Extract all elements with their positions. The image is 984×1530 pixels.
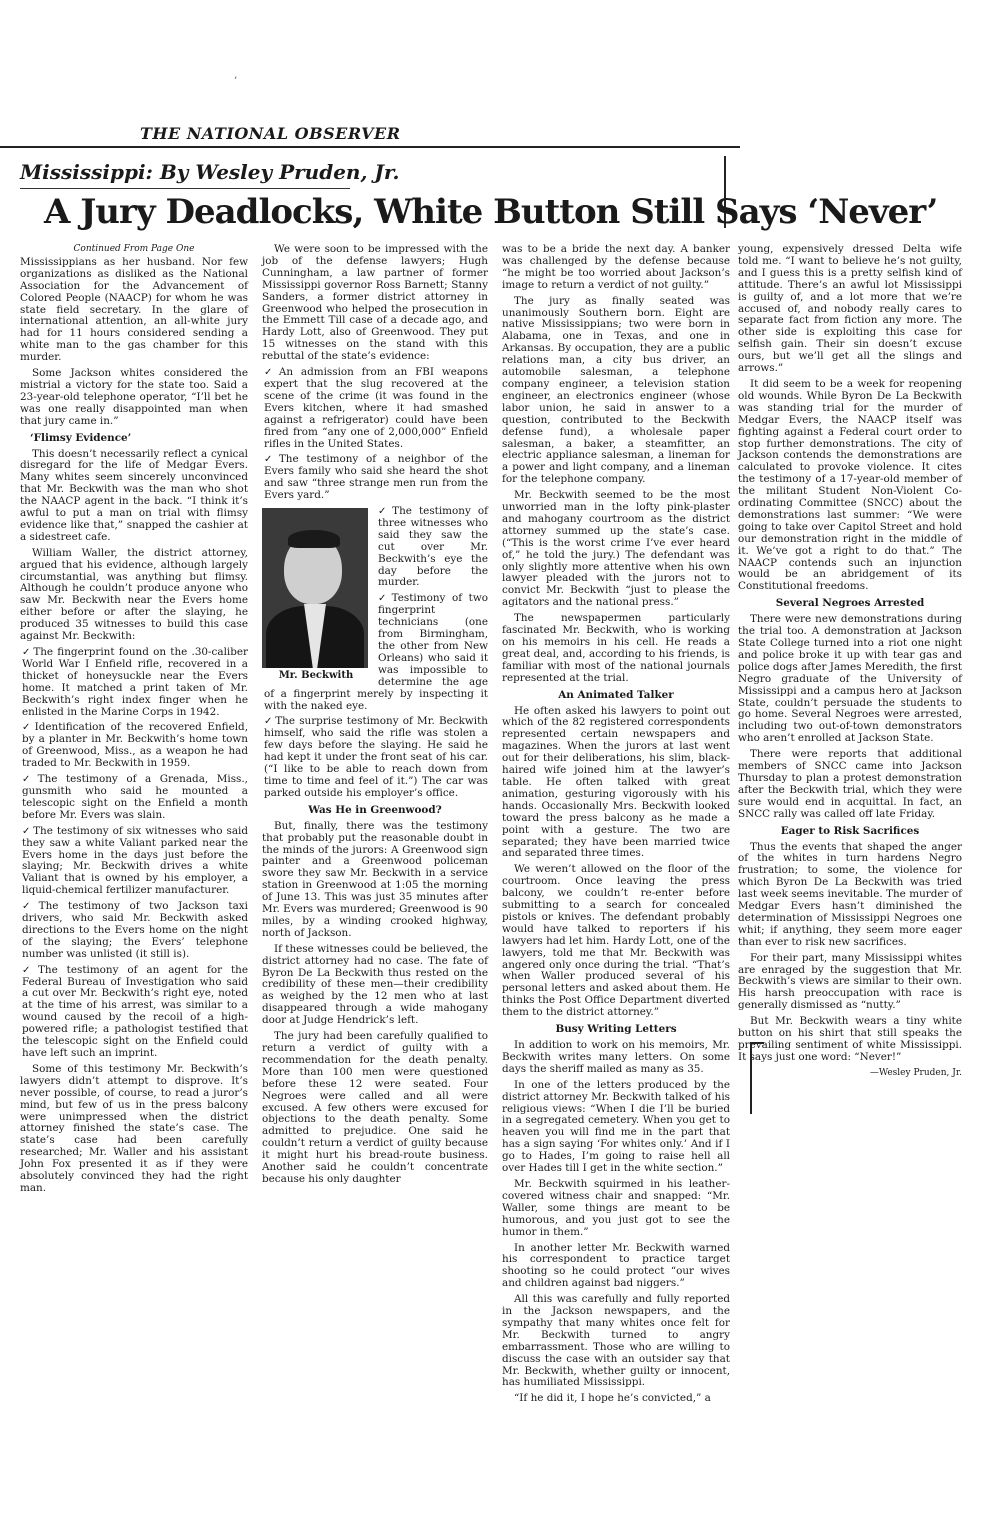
paragraph: All this was carefully and fully reported in the Jackson newspapers, and the sympathy that many whites once felt for Mr. Beckwith turned to angry embarrassment. Those who are willing to discuss the case with an outsider say that Mr. Beckwith, whether guilty or innocent, has humiliated Mississippi. — [502, 1293, 730, 1389]
evidence-text: The testimony of an agent for the Federal Bureau of Investigation who said a cut over Mr. Beckwith’s right eye, noted at the time of his arrest, was similar to a wound caused by the recoil of a high-powered rifle; a pathologist testified that the telescopic sight on the Enfield could have left such an imprint. — [22, 963, 248, 1059]
paragraph: The jury as finally seated was unanimously Southern born. Eight are native Mississippians; two were born in Alabama, one in Texas, and one in Arkansas. By occupation, they are a public relations man, a city bus driver, an automobile salesman, a telephone company engineer, a television station engineer, an electronics engineer (whose labor union, he said in answer to a question, contributed to the Beckwith defense fund), a wholesale paper salesman, a baker, a steamfitter, an electric appliance salesman, a lineman for a power and light company, and a lineman for the telephone company. — [502, 294, 730, 486]
rebuttal-text: An admission from an FBI weapons expert that the slug recovered at the scene of the crime (it was found in the Evers kitchen, where it had smashed against a refrigerator) could have been fired from “any one of 2,000,000” Enfield rifles in the United States. — [264, 366, 488, 450]
subhead: ‘Flimsy Evidence’ — [30, 431, 132, 444]
subhead: An Animated Talker — [558, 688, 674, 701]
paragraph: young, expensively dressed Delta wife told me. “I want to believe he’s not guilty, and I guess this is a pretty selfish kind of attitude. There’s an awful lot Mississippi is guilty of, and a lot more that we’re accused of, and nobody really cares to separate fact from fiction any more. The other side is exploiting this case for selfish gain. Their sin doesn’t excuse ours, but we’ll get all the slings and arrows.” — [738, 243, 962, 375]
paragraph: But, finally, there was the testimony that probably put the reasonable doubt in the minds of the jurors: A Greenwood sign painter and a Greenwood policeman swore they saw Mr. Beckwith in a service station in Greenwood at 1:05 the morning of June 13. This was just 35 minutes after Mr. Evers was murdered; Greenwood is 90 miles, by a winding crooked highway, north of Jackson. — [262, 819, 488, 939]
checkmark-icon: ✓ — [378, 593, 392, 605]
evidence-item — [20, 965, 248, 1060]
rebuttal-text: The testimony of three witnesses who said they saw the cut over Mr. Beckwith’s eye the day before the murder. — [378, 505, 488, 589]
continued-note: Continued From Page One — [73, 244, 195, 254]
paragraph: In addition to work on his memoirs, Mr. Beckwith writes many letters. On some days the sheriff mailed as many as 35. — [502, 1039, 730, 1075]
column-2 — [262, 244, 488, 1190]
stray-mark: ’ — [234, 76, 238, 87]
paragraph: In another letter Mr. Beckwith warned his correspondent to practice target shooting so he could protect “our wives and children against bad niggers.” — [502, 1241, 730, 1290]
paragraph: Thus the events that shaped the anger of the whites in turn hardens Negro frustration; to some, the violence for which Byron De La Beckwith was tried last week seems inevitable. The murder of Medgar Evers hasn’t diminished the determination of Mississippi Negroes one whit; if anything, they seem more eager than ever to risk new sacrifices. — [738, 840, 962, 948]
masthead: THE NATIONAL OBSERVER — [140, 124, 401, 143]
checkmark-icon: ✓ — [264, 454, 279, 466]
checkmark-icon: ✓ — [264, 716, 276, 728]
paragraph: In one of the letters produced by the district attorney Mr. Beckwith talked of his religious views: “When I die I’ll be buried in a segregated cemetery. When you get to heaven you will find me in the part that has a sign saying ‘For whites only.’ And if I go to Hades, I’m going to raise hell all over Hades till I get in the white section.” — [502, 1078, 730, 1175]
rebuttal-text: The testimony of a neighbor of the Evers family who said she heard the shot and saw “three strange men run from the Evers yard.” — [264, 453, 488, 502]
checkmark-icon: ✓ — [264, 367, 279, 379]
evidence-text: The testimony of six witnesses who said they saw a white Valiant parked near the Evers home in the days just before the slaying; Mr. Beckwith drives a white Valiant that is owned by his employer, a liquid-chemical fertilizer manufacturer. — [22, 824, 248, 897]
checkmark-icon: ✓ — [22, 774, 38, 786]
evidence-text: The testimony of a Grenada, Miss., gunsmith who said he mounted a telescopic sight on the Enfield a month before Mr. Evers was slain. — [22, 773, 248, 821]
column-1 — [20, 244, 248, 1199]
paragraph: This doesn’t necessarily reflect a cynical disregard for the life of Medgar Evers. Many whites seem sincerely unconvinced that Mr. Beckwith was the man who shot the NAACP agent in the back. “I think it’s awful to put a man on trial with flimsy evidence like that,” snapped the cashier at a sidestreet cafe. — [20, 447, 248, 543]
evidence-item — [20, 647, 248, 718]
paragraph: He often asked his lawyers to point out which of the 82 registered correspondents represented certain newspapers and magazines. When the jurors at last went out for their deliberations, his slim, black-haired wife joined him at the lawyer’s table. He often talked with great animation, gesturing vigorously with his hands. Occasionally Mrs. Beckwith looked toward the press balcony as he made a point with a gesture. The two are separated; they have been married twice and separated three times. — [502, 704, 730, 860]
signature: —Wesley Pruden, Jr. — [869, 1067, 962, 1078]
paragraph: “If he did it, I hope he’s convicted,” a — [514, 1392, 711, 1405]
paragraph: Mr. Beckwith seemed to be the most unworried man in the lofty pink-plaster and mahogany courtroom as the district attorney summed up the state’s case. (“This is the worst crime I’ve ever heard of,” he told the jury.) The defendant was only slightly more attentive when his own lawyer pleaded with the jurors not to convict Mr. Beckwith “just to please the agitators and the national press.” — [502, 489, 730, 609]
paragraph: Some of this testimony Mr. Beckwith’s lawyers didn’t attempt to disprove. It’s never possible, of course, to read a juror’s mind, but few of us in the press balcony were unimpressed when the district attorney finished the state’s case. The state’s case had been carefully researched; Mr. Waller and his assistant John Fox presented it as if they were absolutely convinced they had the right man. — [20, 1062, 248, 1194]
paragraph: The newspapermen particularly fascinated Mr. Beckwith, who is working on his memoirs in his cell. He reads a great deal, and, according to his friends, is familiar with most of the national journals represented at the trial. — [502, 612, 730, 684]
evidence-item — [20, 774, 248, 822]
evidence-text: The fingerprint found on the .30-caliber World War I Enfield rifle, recovered in a thicket of honeysuckle near the Evers home. It matched a print taken of Mr. Beckwith’s right index finger when he enlisted in the Marine Corps in 1942. — [22, 646, 248, 718]
subhead: Eager to Risk Sacrifices — [780, 824, 920, 837]
paragraph: There were new demonstrations during the trial too. A demonstration at Jackson State College turned into a riot one night and police broke it up with tear gas and police dogs after James Meredith, the first Negro graduate of the University of Mississippi and a campus hero at Jackson State, couldn’t persuade the students to go home. Several Negroes were arrested, including two out-of-town demonstrators who aren’t enrolled at Jackson State. — [738, 613, 962, 745]
paragraph: It did seem to be a week for reopening old wounds. While Byron De La Beckwith was standing trial for the murder of Medgar Evers, the NAACP itself was fighting against a Federal court order to stop further demonstrations. The city of Jackson contends the demonstrations are calculated to provoke violence. It cites the testimony of a 17-year-old member of the militant Student Non-Violent Co-ordinating Committee (SNCC) about the demonstrations last summer: “We were going to take over Capitol Street and hold our demonstration right in the middle of it. We’ve got a right to do that.” The NAACP contends such an injunction would be an abridgement of its Constitutional freedoms. — [738, 377, 962, 593]
checkmark-icon: ✓ — [378, 506, 393, 518]
subhead: Busy Writing Letters — [555, 1023, 677, 1036]
checkmark-icon: ✓ — [22, 647, 34, 658]
paragraph: The jury had been carefully qualified to return a verdict of guilty with a recommendation for the death penalty. More than 100 men were questioned before these 12 were seated. Four Negroes were called and all were excused. A few others were excused for objections to the death penalty. Some admitted to prejudice. One said he couldn’t return a verdict of guilty because it might hurt his bread-route business. Another said he couldn’t concentrate because his only daughter — [262, 1030, 488, 1185]
column-3 — [502, 244, 730, 1409]
evidence-item — [20, 826, 248, 897]
kicker-byline: Mississippi: By Wesley Pruden, Jr. — [20, 160, 400, 184]
rebuttal-item — [262, 454, 488, 502]
rebuttal-item — [262, 367, 488, 450]
paragraph: If these witnesses could be believed, the district attorney had no case. The fate of Byron De La Beckwith thus rested on the credibility of these men—their credibility as weighed by the 12 men who at last disappeared through a wide mahogany door at Judge Hendrick’s left. — [262, 942, 488, 1027]
paragraph: William Waller, the district attorney, argued that his evidence, although largely circumstantial, was anything but flimsy. Although he couldn’t produce anyone who saw Mr. Beckwith near the Evers home either before or after the slaying, he produced 35 witnesses to build this case against Mr. Beckwith: — [20, 546, 248, 643]
beckwith-photo — [262, 508, 368, 668]
paragraph: Mr. Beckwith squirmed in his leather-covered witness chair and snapped: “Mr. Waller, some things are meant to be humorous, and you just got to see the humor in them.” — [502, 1177, 730, 1238]
subhead: Was He in Greenwood? — [308, 803, 442, 816]
kicker-underline — [20, 188, 350, 189]
paragraph: For their part, many Mississippi whites are enraged by the suggestion that Mr. Beckwith’s views are similar to their own. His harsh preoccupation with race is generally dismissed as “nutty.” — [738, 951, 962, 1012]
checkmark-icon: ✓ — [22, 825, 34, 837]
column-4 — [738, 244, 962, 1084]
paragraph: was to be a bride the next day. A banker was challenged by the defense because “he might be too worried about Jackson’s image to return a verdict of not guilty.” — [502, 243, 730, 291]
paragraph: Some Jackson whites considered the mistrial a victory for the state too. Said a 23-year-old telephone operator, “I’ll bet he was one really disappointed man when that jury came in.” — [20, 367, 248, 427]
checkmark-icon: ✓ — [22, 722, 35, 734]
checkmark-icon: ✓ — [22, 901, 39, 913]
evidence-item — [20, 722, 248, 770]
evidence-item — [20, 901, 248, 961]
paragraph: We were soon to be impressed with the job of the defense lawyers; Hugh Cunningham, a law partner of former Mississippi governor Ross Barnett; Stanny Sanders, a former district attorney in Greenwood who helped the prosecution in the Emmett Till case of a decade ago, and Hardy Lott, also of Greenwood. They put 15 witnesses on the stand with this rebuttal of the state’s evidence: — [262, 243, 488, 363]
paragraph: But Mr. Beckwith wears a tiny white button on his shirt that still speaks the prevailing sentiment of white Mississippi. It says just one word: “Never!” — [738, 1015, 962, 1063]
paragraph: Mississippians as her husband. Nor few organizations as disliked as the National Association for the Advancement of Colored People (NAACP) for whom he was state field secretary. In the glare of international attention, an all-white jury had for 11 hours considered sending a white man to the gas chamber for this murder. — [20, 255, 248, 364]
rebuttal-text: The surprise testimony of Mr. Beckwith himself, who said the rifle was stolen a few days before the slaying. He said he had kept it under the front seat of his car. (“I like to be able to reach down from time to time and feel of it.”) The car was parked outside his employer’s office. — [264, 715, 488, 799]
subhead: Several Negroes Arrested — [775, 597, 925, 610]
photo-caption: Mr. Beckwith — [278, 670, 354, 682]
photo-figure — [262, 508, 370, 682]
end-bracket — [750, 1042, 764, 1114]
rebuttal-text: Testimony of two fingerprint technicians (one from Birmingham, the other from New Orleans) who said it was impossible to determine the age of a fingerprint merely by inspecting it with the naked eye. — [264, 592, 488, 712]
evidence-text: Identification of the recovered Enfield, by a planter in Mr. Beckwith’s home town of Greenwood, Miss., as a weapon he had traded to Mr. Beckwith in 1959. — [22, 721, 248, 770]
paragraph: We weren’t allowed on the floor of the courtroom. Once leaving the press balcony, we couldn’t re-enter before submitting to a search for concealed pistols or knives. The defendant probably would have talked to reporters if his lawyers had let him. Hardy Lott, one of the lawyers, told me that Mr. Beckwith was angered only once during the trial. “That’s when Waller produced several of his personal letters and asked about them. He thinks the Post Office Department diverted them to the district attorney.” — [502, 863, 730, 1019]
top-rule — [0, 146, 740, 148]
checkmark-icon: ✓ — [22, 964, 38, 976]
paragraph: There were reports that additional members of SNCC came into Jackson Thursday to plan a protest demonstration after the Beckwith trial, which they were sure would end in acquittal. In fact, an SNCC rally was called off late Friday. — [738, 748, 962, 820]
rebuttal-item — [262, 716, 488, 799]
headline: A Jury Deadlocks, White Button Still Says ‘Never’ — [44, 192, 938, 232]
evidence-text: The testimony of two Jackson taxi drivers, who said Mr. Beckwith asked directions to the Evers home on the night of the slaying; the Evers’ telephone number was unlisted (it still is). — [22, 900, 248, 960]
